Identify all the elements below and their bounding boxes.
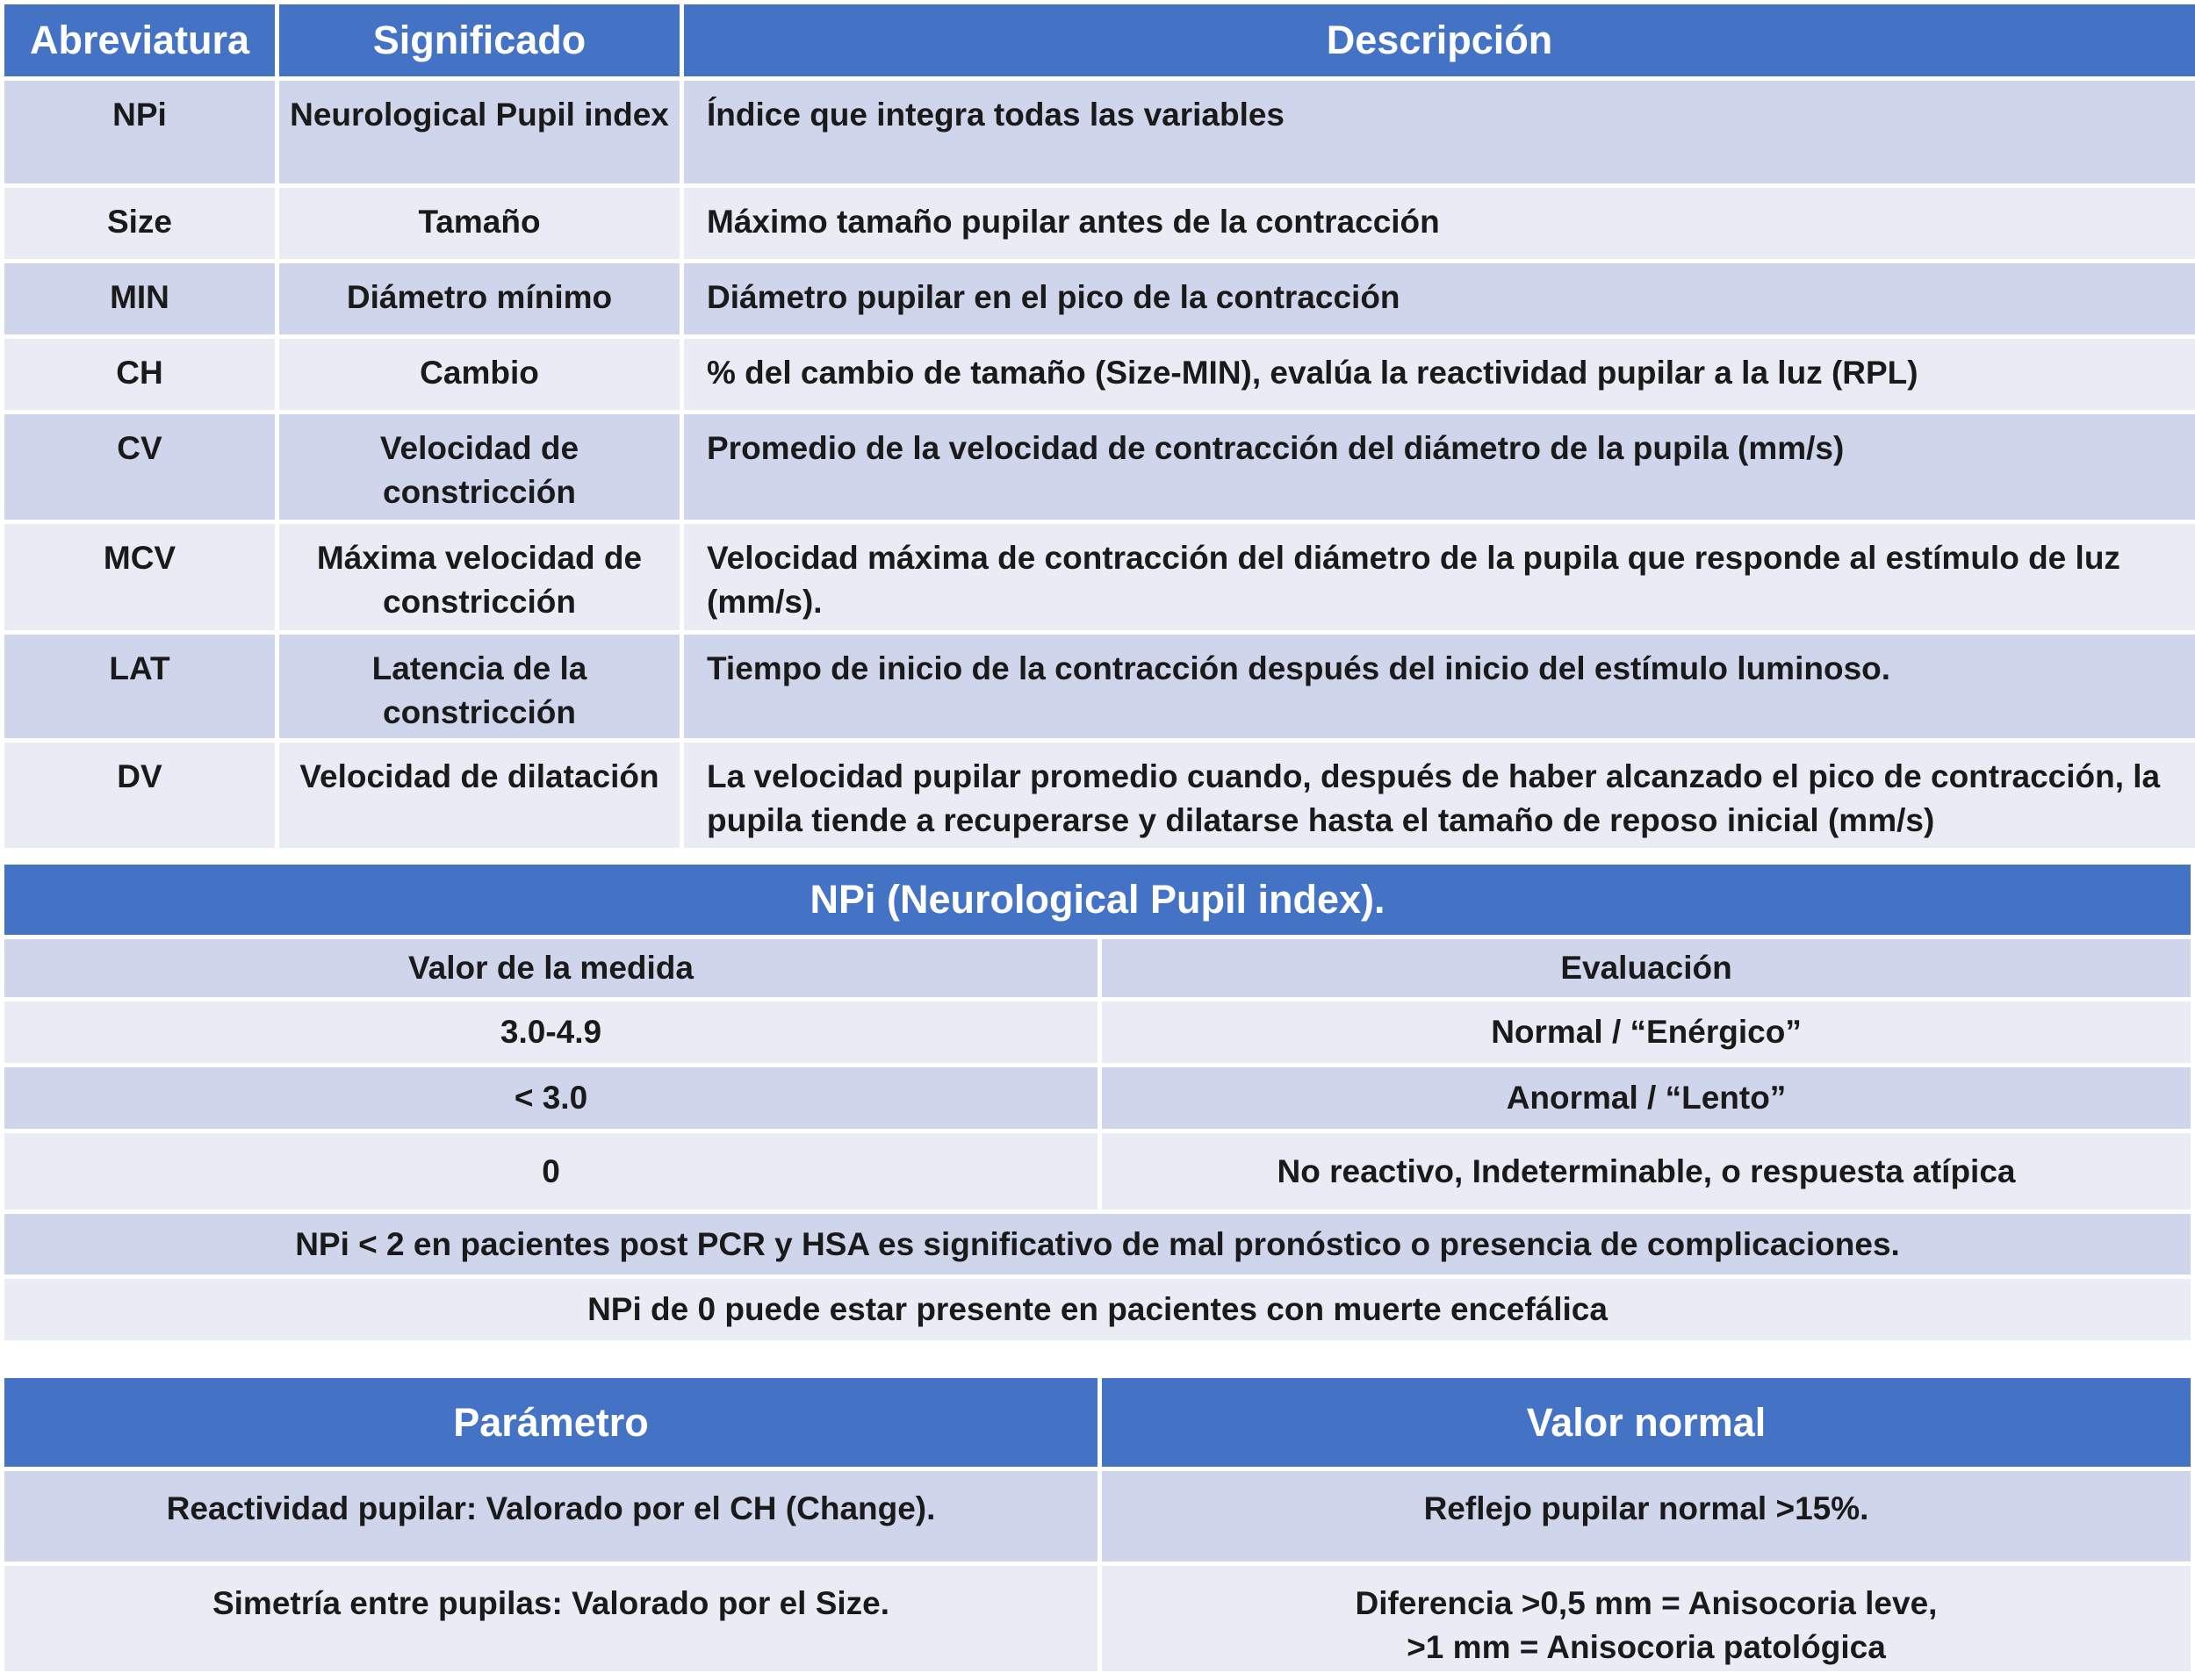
table-row (4, 1214, 2191, 1274)
npi-note: NPi < 2 en pacientes post PCR y HSA es significativo de mal pronóstico o presencia de complicaciones. (295, 1225, 1900, 1262)
npi-value-cell: 3.0-4.9 (500, 1014, 602, 1050)
description-cell: Velocidad máxima de contracción del diámetro de la pupila que responde al estímulo de luz (mm/s). (707, 540, 2120, 620)
npi-note: NPi de 0 puede estar presente en pacientes con muerte encefálica (587, 1291, 1608, 1327)
abbr-cell: MIN (110, 279, 169, 315)
table-row (4, 1002, 2191, 1063)
table-row (4, 339, 2195, 410)
parameter-table (0, 1374, 2195, 1676)
description-cell: % del cambio de tamaño (Size-MIN), evalúa la reactividad pupilar a la luz (RPL) (707, 355, 1918, 391)
description-cell: La velocidad pupilar promedio cuando, después de haber alcanzado el pico de contracción, la pupila tiende a recuperarse y dilatarse hasta el tamaño de reposo inicial (mm/s) (707, 758, 2161, 838)
abbr-cell: DV (117, 758, 162, 794)
table-row (4, 1471, 2191, 1562)
description-cell: Promedio de la velocidad de contracción del diámetro de la pupila (mm/s) (707, 430, 1845, 466)
table-row (4, 743, 2195, 848)
table-row (4, 635, 2195, 738)
header-abreviatura: Abreviatura (4, 4, 275, 76)
header-valor-medida: Valor de la medida (408, 950, 694, 986)
abbr-cell: Size (106, 204, 173, 240)
parameter-cell: Simetría entre pupilas: Valorado por el Size. (212, 1585, 890, 1621)
abbr-cell: CV (117, 430, 162, 466)
table-row (4, 1279, 2191, 1340)
abbr-cell: CH (116, 355, 163, 391)
header-significado: Significado (279, 4, 680, 76)
meaning-cell: Neurological Pupil index (290, 97, 669, 133)
meaning-cell: Latencia de la constricción (371, 650, 587, 730)
normal-value-cell: Reflejo pupilar normal >15%. (1423, 1490, 1869, 1526)
description-cell: Diámetro pupilar en el pico de la contracción (707, 279, 1400, 315)
header-valor-normal: Valor normal (1102, 1378, 2191, 1467)
table-row (4, 1067, 2191, 1129)
meaning-cell: Velocidad de constricción (379, 430, 579, 510)
header-descripcion: Descripción (684, 4, 2195, 76)
abbr-cell: LAT (109, 650, 170, 686)
table-row (4, 1133, 2191, 1210)
header-evaluacion: Evaluación (1560, 950, 1732, 986)
table-row (4, 414, 2195, 520)
description-cell: Índice que integra todas las variables (707, 97, 1285, 133)
description-cell: Máximo tamaño pupilar antes de la contracción (707, 204, 1440, 240)
table-row (4, 524, 2195, 630)
npi-table (0, 860, 2195, 1345)
npi-evaluation-cell: Anormal / “Lento” (1506, 1080, 1787, 1116)
normal-value-cell (1102, 1566, 2191, 1671)
table-row (4, 188, 2195, 259)
normal-value-line: >1 mm = Anisocoria patológica (1407, 1629, 1886, 1665)
table-row (4, 81, 2195, 183)
npi-evaluation-cell: No reactivo, Indeterminable, o respuesta atípica (1277, 1152, 2016, 1189)
meaning-cell: Máxima velocidad de constricción (316, 540, 643, 620)
abbr-cell: MCV (103, 540, 176, 576)
table-row (4, 263, 2195, 334)
meaning-cell: Tamaño (418, 204, 541, 240)
meaning-cell: Diámetro mínimo (346, 279, 613, 315)
npi-value-cell: 0 (542, 1152, 560, 1189)
npi-evaluation-cell: Normal / “Enérgico” (1491, 1014, 1802, 1050)
npi-header-row (4, 939, 2191, 997)
abbr-cell: NPi (112, 97, 167, 133)
header-parametro: Parámetro (4, 1378, 1098, 1467)
table-row (4, 1566, 2191, 1671)
meaning-cell: Cambio (420, 355, 539, 391)
npi-table-title: NPi (Neurological Pupil index). (4, 865, 2191, 935)
npi-value-cell: < 3.0 (514, 1080, 588, 1116)
description-cell: Tiempo de inicio de la contracción después del inicio del estímulo luminoso. (707, 650, 1891, 686)
parameter-cell: Reactividad pupilar: Valorado por el CH (Change). (166, 1490, 936, 1526)
table-header-row (4, 4, 2195, 76)
normal-value-line: Diferencia >0,5 mm = Anisocoria leve, (1355, 1585, 1938, 1621)
table-header-row (4, 1378, 2191, 1467)
meaning-cell: Velocidad de dilatación (299, 758, 659, 794)
